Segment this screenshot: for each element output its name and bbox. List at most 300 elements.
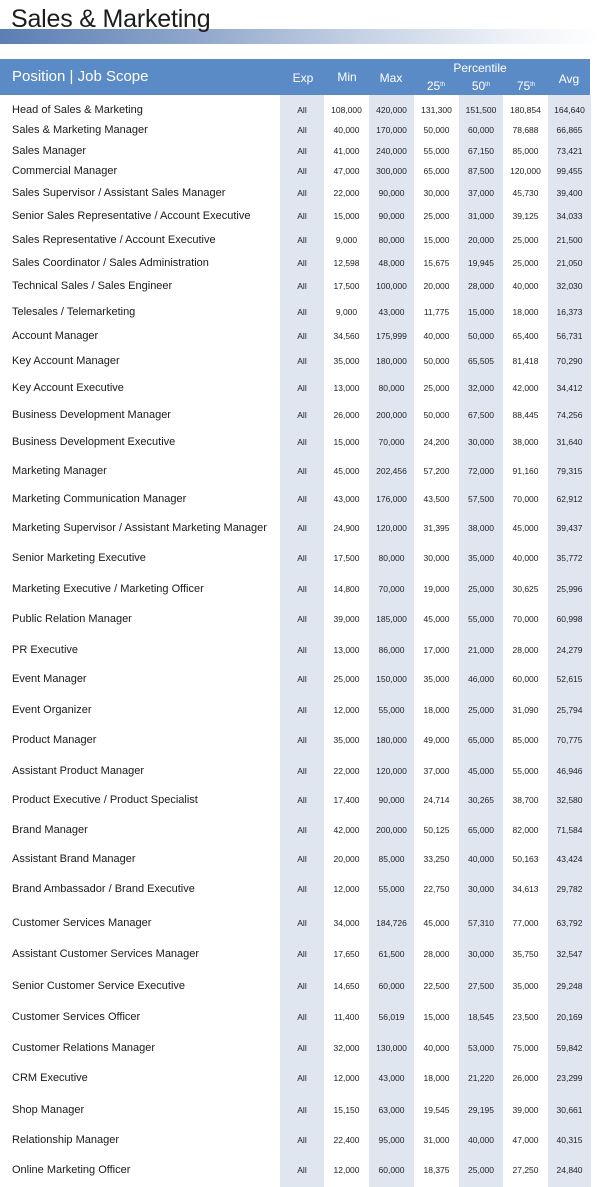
cell-exp: All	[297, 645, 307, 655]
cell-p75: 42,000	[512, 383, 539, 393]
cell-avg: 66,865	[556, 125, 583, 135]
cell-p75: 85,000	[512, 146, 539, 156]
cell-p75: 39,125	[512, 211, 539, 221]
cell-exp: All	[297, 281, 307, 291]
cell-position: Customer Services Officer	[12, 1011, 141, 1023]
cell-min: 15,000	[333, 437, 360, 447]
cell-min: 41,000	[333, 146, 360, 156]
table-row	[0, 518, 600, 538]
cell-position: Senior Marketing Executive	[12, 552, 146, 564]
cell-position: Brand Ambassador / Brand Executive	[12, 883, 195, 895]
table-row	[0, 790, 600, 810]
cell-p25: 15,000	[423, 1012, 450, 1022]
table-row	[0, 944, 600, 964]
table-row	[0, 1100, 600, 1120]
cell-avg: 79,315	[556, 466, 583, 476]
cell-p50: 45,000	[468, 766, 494, 776]
cell-p25: 24,714	[423, 795, 450, 805]
table-row	[0, 206, 600, 226]
table-row	[0, 183, 600, 203]
cell-avg: 32,030	[556, 281, 583, 291]
cell-p75: 78,688	[512, 125, 539, 135]
cell-position: PR Executive	[12, 644, 79, 656]
cell-p50: 40,000	[468, 1135, 494, 1145]
cell-avg: 164,640	[554, 105, 585, 115]
cell-min: 25,000	[333, 674, 360, 684]
cell-p50: 67,500	[468, 410, 494, 420]
cell-position: Senior Sales Representative / Account Executive	[12, 210, 251, 222]
cell-p75: 25,000	[512, 258, 539, 268]
cell-avg: 59,842	[556, 1043, 583, 1053]
cell-exp: All	[297, 1165, 307, 1175]
cell-position: CRM Executive	[12, 1072, 88, 1084]
cell-min: 14,800	[333, 584, 360, 594]
table-row	[0, 730, 600, 750]
cell-min: 40,000	[333, 125, 360, 135]
header-percentile: Percentile	[453, 61, 507, 75]
cell-exp: All	[297, 331, 307, 341]
cell-position: Assistant Customer Services Manager	[12, 948, 200, 960]
cell-max: 240,000	[376, 146, 407, 156]
table-row	[0, 579, 600, 599]
cell-min: 22,000	[333, 766, 360, 776]
table-row	[0, 1160, 600, 1180]
table-row	[0, 100, 600, 120]
cell-min: 47,000	[333, 166, 360, 176]
cell-position: Marketing Executive / Marketing Officer	[12, 583, 204, 595]
cell-exp: All	[297, 211, 307, 221]
cell-max: 43,000	[378, 1073, 405, 1083]
cell-position: Business Development Executive	[12, 436, 176, 448]
table-row	[0, 141, 600, 161]
cell-exp: All	[297, 825, 307, 835]
cell-position: Sales Supervisor / Assistant Sales Manager	[12, 187, 226, 199]
cell-p25: 15,000	[423, 235, 450, 245]
page-title: Sales & Marketing	[11, 5, 211, 33]
cell-p25: 22,500	[423, 981, 450, 991]
cell-p75: 35,750	[512, 949, 539, 959]
table-row	[0, 1038, 600, 1058]
header-p25-number: 25	[426, 79, 441, 93]
cell-max: 80,000	[378, 383, 405, 393]
cell-min: 34,000	[333, 918, 360, 928]
cell-p25: 45,000	[423, 918, 450, 928]
cell-avg: 32,547	[556, 949, 583, 959]
cell-min: 22,400	[333, 1135, 360, 1145]
cell-p75: 38,000	[512, 437, 539, 447]
cell-min: 13,000	[333, 645, 360, 655]
cell-exp: All	[297, 166, 307, 176]
table-row	[0, 120, 600, 140]
cell-max: 200,000	[376, 410, 407, 420]
cell-avg: 56,731	[556, 331, 583, 341]
cell-p50: 18,545	[468, 1012, 494, 1022]
cell-avg: 23,299	[556, 1073, 583, 1083]
cell-p75: 38,700	[512, 795, 539, 805]
cell-p50: 30,000	[468, 437, 494, 447]
cell-position: Sales Manager	[12, 145, 86, 157]
cell-p25: 30,000	[423, 188, 450, 198]
header-p25-suffix: th	[440, 82, 446, 88]
table-header	[0, 59, 590, 95]
cell-p25: 33,250	[423, 854, 450, 864]
cell-max: 60,000	[378, 1165, 405, 1175]
cell-max: 120,000	[376, 523, 407, 533]
cell-position: Marketing Manager	[12, 465, 107, 477]
cell-max: 86,000	[378, 645, 405, 655]
cell-max: 420,000	[376, 105, 407, 115]
cell-min: 12,000	[333, 884, 360, 894]
cell-p50: 15,000	[468, 307, 494, 317]
table-row	[0, 700, 600, 720]
cell-p75: 91,160	[512, 466, 539, 476]
cell-avg: 40,315	[556, 1135, 583, 1145]
header-p50	[460, 79, 502, 93]
cell-max: 100,000	[376, 281, 407, 291]
cell-p50: 32,000	[468, 383, 494, 393]
cell-exp: All	[297, 705, 307, 715]
cell-max: 85,000	[378, 854, 405, 864]
cell-min: 24,900	[333, 523, 360, 533]
cell-p25: 55,000	[423, 146, 450, 156]
cell-p25: 25,000	[423, 383, 450, 393]
cell-max: 184,726	[376, 918, 407, 928]
cell-p25: 22,750	[423, 884, 450, 894]
cell-min: 17,400	[333, 795, 360, 805]
cell-exp: All	[297, 614, 307, 624]
cell-max: 170,000	[376, 125, 407, 135]
cell-exp: All	[297, 356, 307, 366]
cell-position: Sales & Marketing Manager	[12, 124, 148, 136]
cell-p25: 43,500	[423, 494, 450, 504]
cell-avg: 62,912	[556, 494, 583, 504]
cell-exp: All	[297, 494, 307, 504]
cell-position: Senior Customer Service Executive	[12, 980, 186, 992]
table-row	[0, 302, 600, 322]
cell-exp: All	[297, 383, 307, 393]
table-row	[0, 820, 600, 840]
header-avg: Avg	[558, 72, 580, 86]
cell-p50: 25,000	[468, 705, 494, 715]
cell-avg: 73,421	[556, 146, 583, 156]
cell-avg: 43,424	[556, 854, 583, 864]
header-position: Position | Job Scope	[12, 68, 149, 85]
cell-exp: All	[297, 258, 307, 268]
cell-p50: 67,150	[468, 146, 494, 156]
cell-p75: 77,000	[512, 918, 539, 928]
cell-p50: 31,000	[468, 211, 494, 221]
table-row	[0, 378, 600, 398]
cell-p25: 18,000	[423, 1073, 450, 1083]
cell-position: Customer Relations Manager	[12, 1042, 156, 1054]
cell-exp: All	[297, 105, 307, 115]
cell-min: 26,000	[333, 410, 360, 420]
cell-avg: 70,290	[556, 356, 583, 366]
header-p50-number: 50	[471, 79, 486, 93]
cell-max: 55,000	[378, 705, 405, 715]
cell-p75: 31,090	[512, 705, 539, 715]
cell-max: 43,000	[378, 307, 405, 317]
cell-avg: 24,840	[556, 1165, 583, 1175]
cell-p50: 30,000	[468, 884, 494, 894]
cell-p50: 35,000	[468, 553, 494, 563]
cell-p50: 21,220	[468, 1073, 494, 1083]
cell-p75: 82,000	[512, 825, 539, 835]
cell-max: 130,000	[376, 1043, 407, 1053]
cell-p25: 24,200	[423, 437, 450, 447]
table-row	[0, 161, 600, 181]
cell-p75: 70,000	[512, 614, 539, 624]
cell-avg: 52,615	[556, 674, 583, 684]
cell-p50: 60,000	[468, 125, 494, 135]
cell-position: Online Marketing Officer	[12, 1164, 131, 1176]
table-row	[0, 879, 600, 899]
table-row	[0, 432, 600, 452]
cell-p50: 37,000	[468, 188, 494, 198]
cell-p50: 30,265	[468, 795, 494, 805]
cell-exp: All	[297, 1073, 307, 1083]
cell-position: Brand Manager	[12, 824, 88, 836]
cell-p50: 29,195	[468, 1105, 494, 1115]
cell-max: 300,000	[376, 166, 407, 176]
cell-max: 175,999	[376, 331, 407, 341]
cell-exp: All	[297, 410, 307, 420]
cell-p75: 30,625	[512, 584, 539, 594]
cell-max: 180,000	[376, 356, 407, 366]
cell-max: 60,000	[378, 981, 405, 991]
cell-avg: 39,400	[556, 188, 583, 198]
cell-p50: 57,310	[468, 918, 494, 928]
cell-position: Sales Coordinator / Sales Administration	[12, 257, 209, 269]
cell-min: 9,000	[335, 307, 358, 317]
cell-exp: All	[297, 1012, 307, 1022]
cell-avg: 74,256	[556, 410, 583, 420]
cell-p25: 30,000	[423, 553, 450, 563]
cell-p25: 65,000	[423, 166, 450, 176]
header-p50-suffix: th	[485, 82, 491, 88]
cell-max: 55,000	[378, 884, 405, 894]
cell-exp: All	[297, 466, 307, 476]
cell-p50: 72,000	[468, 466, 494, 476]
cell-p25: 50,125	[423, 825, 450, 835]
cell-p50: 151,500	[465, 105, 497, 115]
cell-avg: 29,248	[556, 981, 583, 991]
cell-p50: 55,000	[468, 614, 494, 624]
header-min: Min	[337, 70, 357, 84]
cell-max: 202,456	[376, 466, 407, 476]
cell-position: Key Account Manager	[12, 355, 120, 367]
cell-p25: 28,000	[423, 949, 450, 959]
cell-p50: 46,000	[468, 674, 494, 684]
cell-avg: 24,279	[556, 645, 583, 655]
cell-p75: 75,000	[512, 1043, 539, 1053]
cell-min: 12,598	[333, 258, 360, 268]
cell-p50: 28,000	[468, 281, 494, 291]
cell-max: 90,000	[378, 795, 405, 805]
cell-avg: 71,584	[556, 825, 583, 835]
cell-p75: 65,400	[512, 331, 539, 341]
cell-min: 35,000	[333, 356, 360, 366]
cell-exp: All	[297, 553, 307, 563]
cell-min: 15,150	[333, 1105, 360, 1115]
cell-max: 176,000	[376, 494, 407, 504]
cell-avg: 34,033	[556, 211, 583, 221]
cell-p50: 20,000	[468, 235, 494, 245]
cell-position: Event Organizer	[12, 704, 92, 716]
cell-p75: 88,445	[512, 410, 539, 420]
cell-p75: 34,613	[512, 884, 539, 894]
cell-max: 180,000	[376, 735, 407, 745]
table-row	[0, 253, 600, 273]
cell-min: 9,000	[335, 235, 358, 245]
cell-p75: 35,000	[512, 981, 539, 991]
cell-max: 80,000	[378, 553, 405, 563]
cell-exp: All	[297, 949, 307, 959]
cell-p75: 55,000	[512, 766, 539, 776]
table-row	[0, 326, 600, 346]
title-section	[0, 0, 600, 46]
cell-exp: All	[297, 437, 307, 447]
cell-exp: All	[297, 584, 307, 594]
cell-p25: 11,775	[423, 307, 450, 317]
cell-max: 70,000	[378, 437, 405, 447]
cell-p75: 45,730	[512, 188, 539, 198]
table-row	[0, 489, 600, 509]
header-max: Max	[379, 71, 403, 85]
cell-position: Shop Manager	[12, 1104, 85, 1116]
header-p75-number: 75	[516, 79, 531, 93]
cell-p75: 40,000	[512, 553, 539, 563]
cell-p25: 57,200	[423, 466, 450, 476]
cell-exp: All	[297, 766, 307, 776]
cell-position: Customer Services Manager	[12, 917, 152, 929]
header-exp: Exp	[292, 71, 314, 85]
table-row	[0, 913, 600, 933]
cell-avg: 20,169	[556, 1012, 583, 1022]
cell-avg: 25,794	[556, 705, 583, 715]
cell-position: Key Account Executive	[12, 382, 124, 394]
cell-min: 45,000	[333, 466, 360, 476]
table-row	[0, 405, 600, 425]
cell-p50: 38,000	[468, 523, 494, 533]
cell-p75: 18,000	[512, 307, 539, 317]
cell-max: 200,000	[376, 825, 407, 835]
cell-max: 61,500	[378, 949, 405, 959]
cell-max: 90,000	[378, 211, 405, 221]
cell-min: 35,000	[333, 735, 360, 745]
cell-p50: 53,000	[468, 1043, 494, 1053]
cell-max: 90,000	[378, 188, 405, 198]
cell-p75: 120,000	[510, 166, 541, 176]
cell-p50: 65,505	[468, 356, 494, 366]
header-p75	[505, 79, 547, 93]
cell-avg: 25,996	[556, 584, 583, 594]
cell-p50: 27,500	[468, 981, 494, 991]
cell-p50: 50,000	[468, 331, 494, 341]
cell-avg: 99,455	[556, 166, 583, 176]
cell-p25: 25,000	[423, 211, 450, 221]
cell-max: 56,019	[378, 1012, 405, 1022]
table-row	[0, 1068, 600, 1088]
cell-avg: 39,437	[556, 523, 583, 533]
cell-exp: All	[297, 1043, 307, 1053]
cell-max: 80,000	[378, 235, 405, 245]
cell-exp: All	[297, 854, 307, 864]
cell-p25: 19,545	[423, 1105, 450, 1115]
cell-min: 42,000	[333, 825, 360, 835]
cell-position: Relationship Manager	[12, 1134, 120, 1146]
table-row	[0, 276, 600, 296]
cell-avg: 46,946	[556, 766, 583, 776]
cell-min: 32,000	[333, 1043, 360, 1053]
cell-avg: 32,580	[556, 795, 583, 805]
cell-p25: 35,000	[423, 674, 450, 684]
cell-p75: 60,000	[512, 674, 539, 684]
cell-p75: 25,000	[512, 235, 539, 245]
cell-position: Account Manager	[12, 330, 99, 342]
cell-p75: 26,000	[512, 1073, 539, 1083]
cell-exp: All	[297, 981, 307, 991]
cell-p50: 65,000	[468, 735, 494, 745]
cell-p50: 57,500	[468, 494, 494, 504]
cell-exp: All	[297, 795, 307, 805]
table-row	[0, 1130, 600, 1150]
cell-p25: 19,000	[423, 584, 450, 594]
cell-exp: All	[297, 674, 307, 684]
cell-exp: All	[297, 1105, 307, 1115]
cell-max: 120,000	[376, 766, 407, 776]
cell-p50: 25,000	[468, 584, 494, 594]
cell-p75: 85,000	[512, 735, 539, 745]
table-row	[0, 669, 600, 689]
cell-p75: 40,000	[512, 281, 539, 291]
cell-position: Technical Sales / Sales Engineer	[12, 280, 173, 292]
cell-avg: 35,772	[556, 553, 583, 563]
cell-avg: 30,661	[556, 1105, 583, 1115]
header-p25	[415, 79, 457, 93]
cell-exp: All	[297, 735, 307, 745]
cell-avg: 63,792	[556, 918, 583, 928]
cell-position: Product Manager	[12, 734, 97, 746]
cell-p50: 40,000	[468, 854, 494, 864]
cell-p25: 20,000	[423, 281, 450, 291]
cell-exp: All	[297, 884, 307, 894]
cell-min: 14,650	[333, 981, 360, 991]
cell-p25: 18,375	[423, 1165, 450, 1175]
cell-exp: All	[297, 1135, 307, 1145]
table-row	[0, 461, 600, 481]
cell-p75: 39,000	[512, 1105, 539, 1115]
cell-avg: 60,998	[556, 614, 583, 624]
cell-avg: 70,775	[556, 735, 583, 745]
cell-p75: 81,418	[512, 356, 539, 366]
cell-max: 70,000	[378, 584, 405, 594]
cell-avg: 16,373	[556, 307, 583, 317]
cell-position: Sales Representative / Account Executive	[12, 234, 216, 246]
cell-min: 43,000	[333, 494, 360, 504]
cell-p75: 23,500	[512, 1012, 539, 1022]
table-row	[0, 351, 600, 371]
cell-exp: All	[297, 918, 307, 928]
cell-max: 48,000	[378, 258, 405, 268]
cell-min: 34,560	[333, 331, 360, 341]
cell-p75: 70,000	[512, 494, 539, 504]
table-row	[0, 976, 600, 996]
cell-min: 12,000	[333, 1165, 360, 1175]
cell-min: 20,000	[333, 854, 360, 864]
cell-min: 13,000	[333, 383, 360, 393]
cell-min: 15,000	[333, 211, 360, 221]
